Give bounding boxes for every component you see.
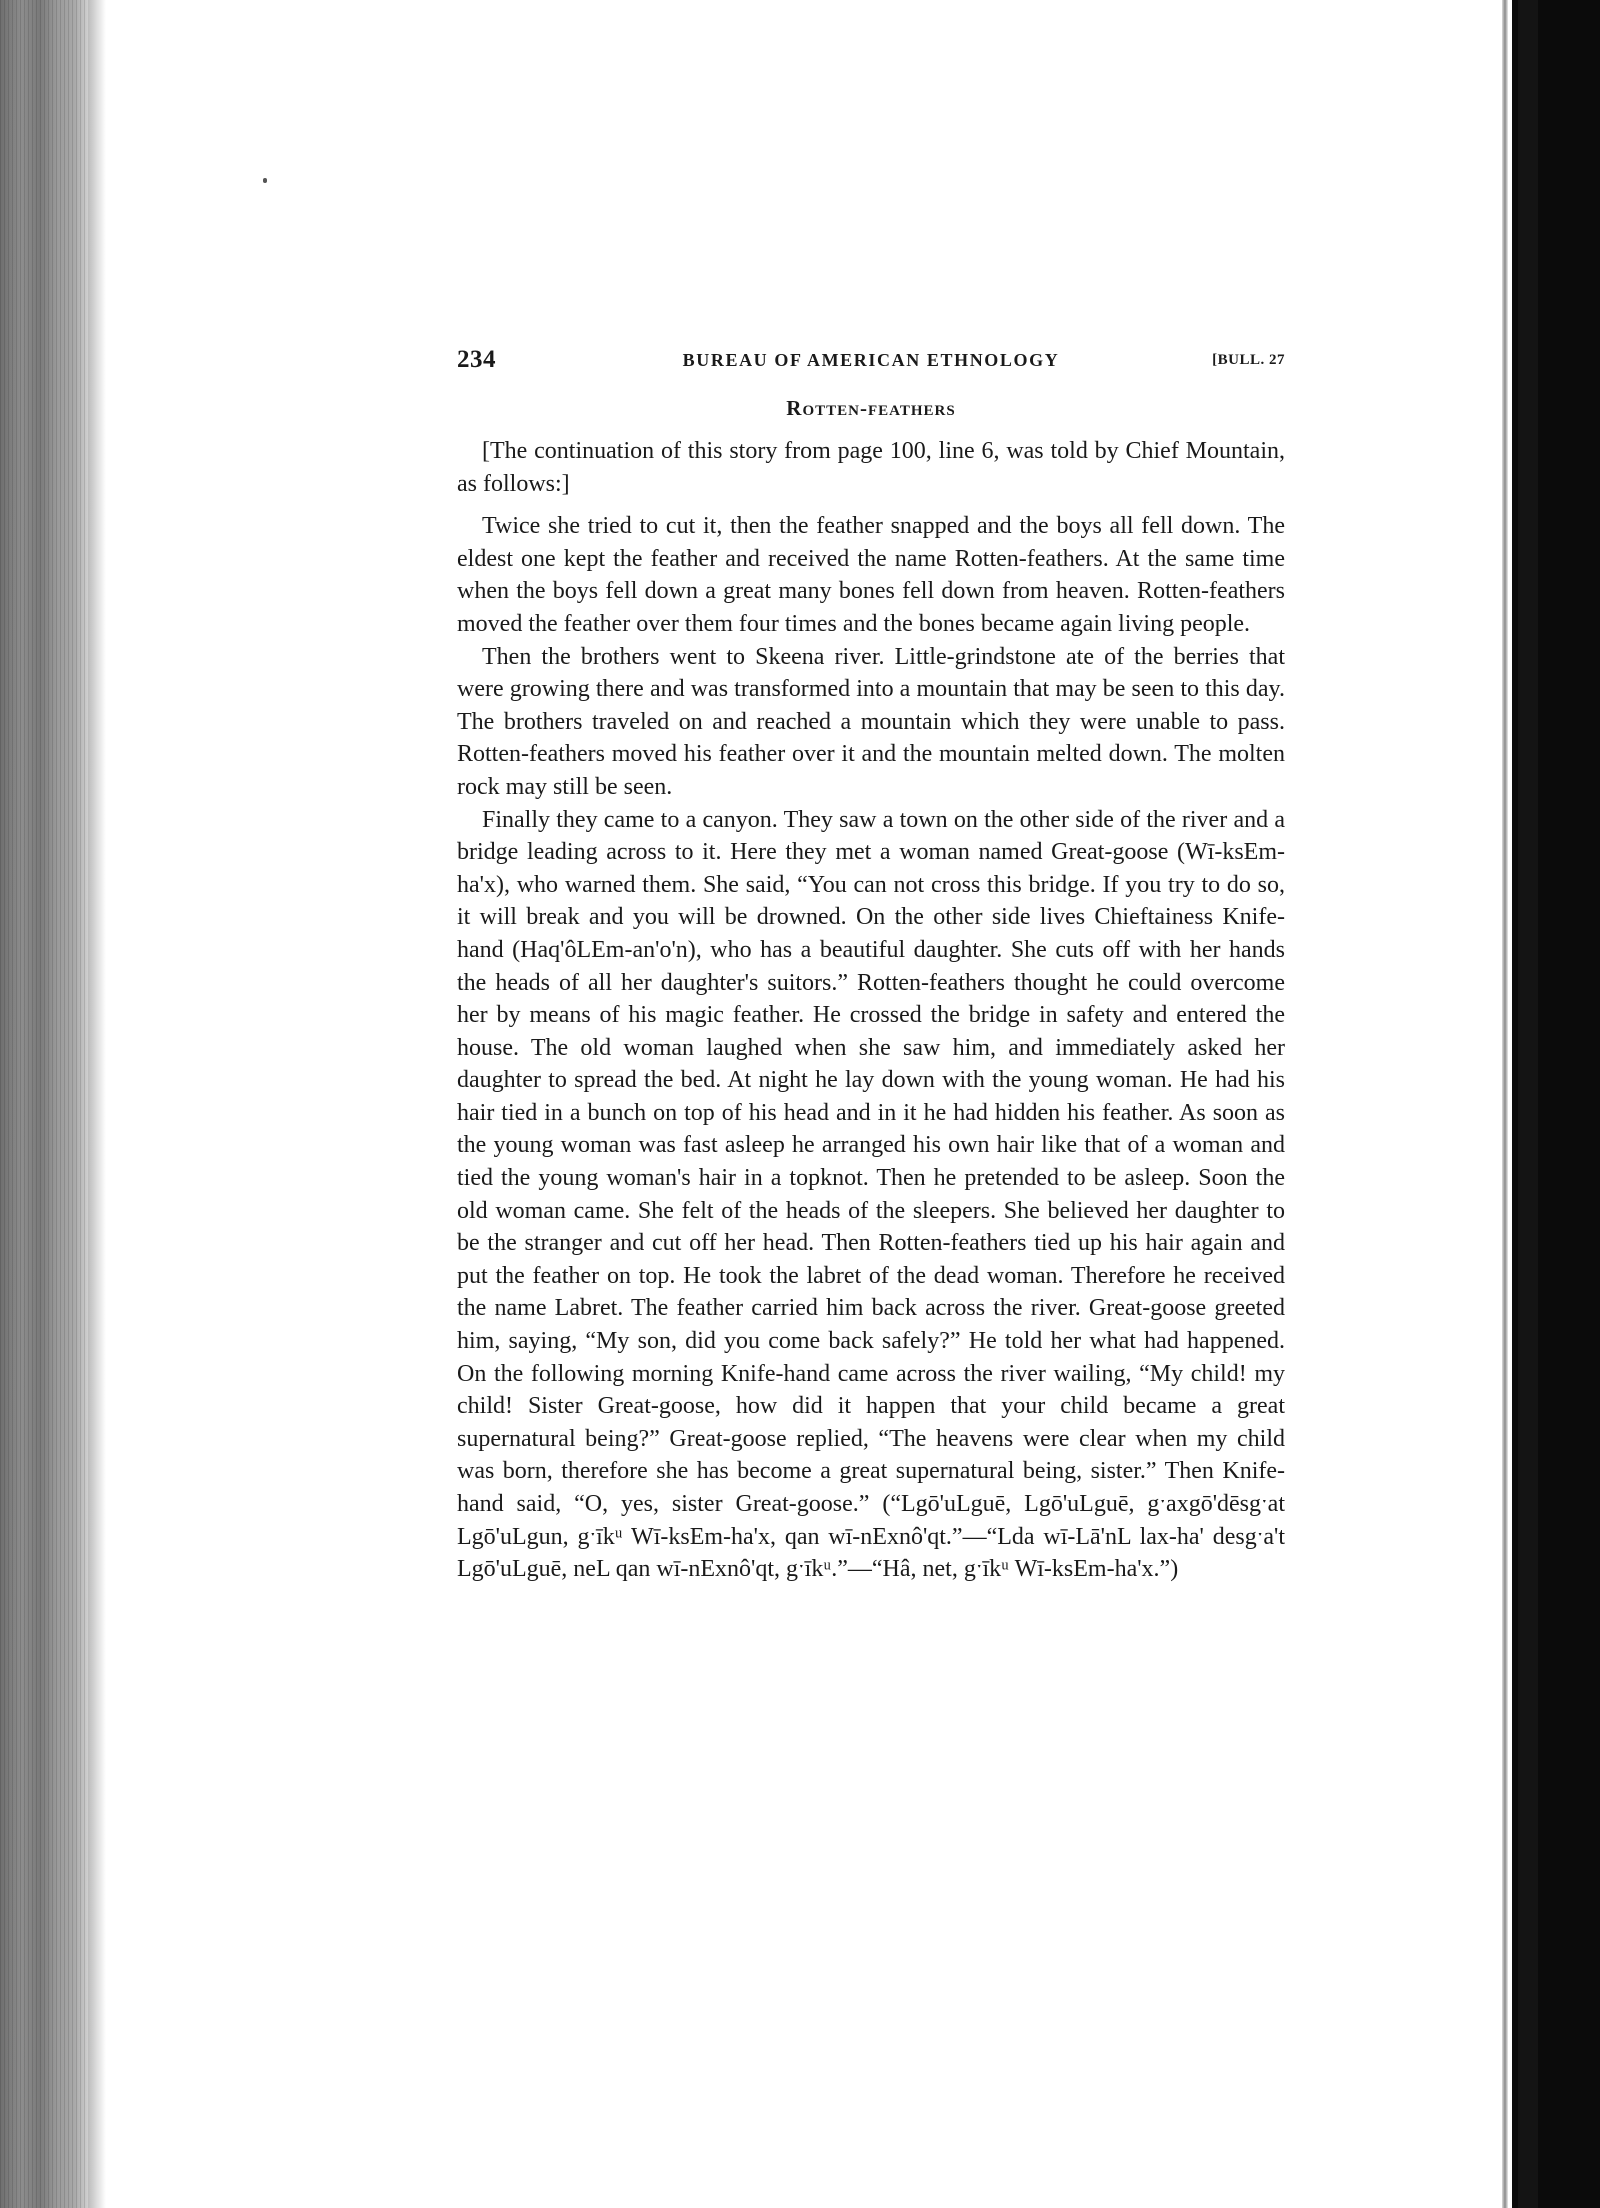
scan-border-inner [1518,0,1538,2208]
text-block [457,346,1285,1586]
body-paragraph: Then the brothers went to Skeena river. Little-grindstone ate of the berries that were growing there and was transformed into a mountain that may be seen to this day. The brothers traveled on and reached a mountain which they were unable to pass. Rotten-feathers moved his feather over it and the mountain melted down. The molten rock may still be seen. [457,643,1285,800]
story-title: Rotten-feathers [786,396,956,420]
page-edges [0,0,88,2208]
gutter-shadow [88,0,106,2208]
facing-page-edge [1502,0,1508,2208]
running-title: BUREAU OF AMERICAN ETHNOLOGY [682,350,1060,370]
body-paragraph: Twice she tried to cut it, then the feather snapped and the boys all fell down. The eldest one kept the feather and received the name Rotten-feathers. At the same time when the boys fell down a great many bones fell down from heaven. Rotten-feathers moved the feather over them four times and the bones became again living people. [457,513,1285,637]
body-paragraph: Finally they came to a canyon. They saw a town on the other side of the river and a bridge leading across to it. Here they met a woman named Great-goose (Wī-ksEm-ha'x), who warned them. She said, “You can not cross this bridge. If you try to do so, it will break and you will be drowned. On the other side lives Chieftainess Knife-hand (Haq'ôLEm-an'o'n), who has a beautiful daughter. She cuts off with her hands the heads of all her daughter's suitors.” Rotten-feathers thought he could overcome her by means of his magic feather. He crossed the bridge in safety and entered the house. The old woman laughed when she saw him, and immediately asked her daughter to spread the bed. At night he lay down with the young woman. He had his hair tied in a bunch on top of his head and in it he had hidden his feather. As soon as the young woman was fast asleep he arranged his own hair like that of a woman and tied the young woman's hair in a topknot. Then he pretended to be asleep. Soon the old woman came. She felt of the heads of the sleepers. She believed her daughter to be the stranger and cut off her head. Then Rotten-feathers tied up his hair again and put the feather on top. He took the labret of the dead woman. Therefore he received the name Labret. The feather carried him back across the river. Great-goose greeted him, saying, “My son, did you come back safely?” He told her what had happened. On the following morning Knife-hand came across the river wailing, “My child! my child! Sister Great-goose, how did it happen that your child became a great supernatural being?” Great-goose replied, “The heavens were clear when my child was born, therefore she has become a great supernatural being, sister.” Then Knife-hand said, “O, yes, sister Great-goose.” (“Lgō'uLguē, Lgō'uLguē, gˑaxgō'dēsgˑat Lgō'uLgun, gˑīkᵘ Wī-ksEm-ha'x, qan wī-nExnô'qt.”—“Lda wī-Lā'nL lax-ha' desgˑa't Lgō'uLguē, neL qan wī-nExnô'qt, gˑīkᵘ.”—“Hâ, net, gˑīkᵘ Wī-ksEm-ha'x.”) [457,806,1285,1583]
bulletin-number: [BULL. 27 [1212,352,1285,368]
dust-speck [263,178,267,183]
intro-paragraph: [The continuation of this story from page 100, line 6, was told by Chief Mountain, as follows:] [457,438,1285,497]
running-head [457,346,1285,376]
page-number: 234 [457,346,496,373]
